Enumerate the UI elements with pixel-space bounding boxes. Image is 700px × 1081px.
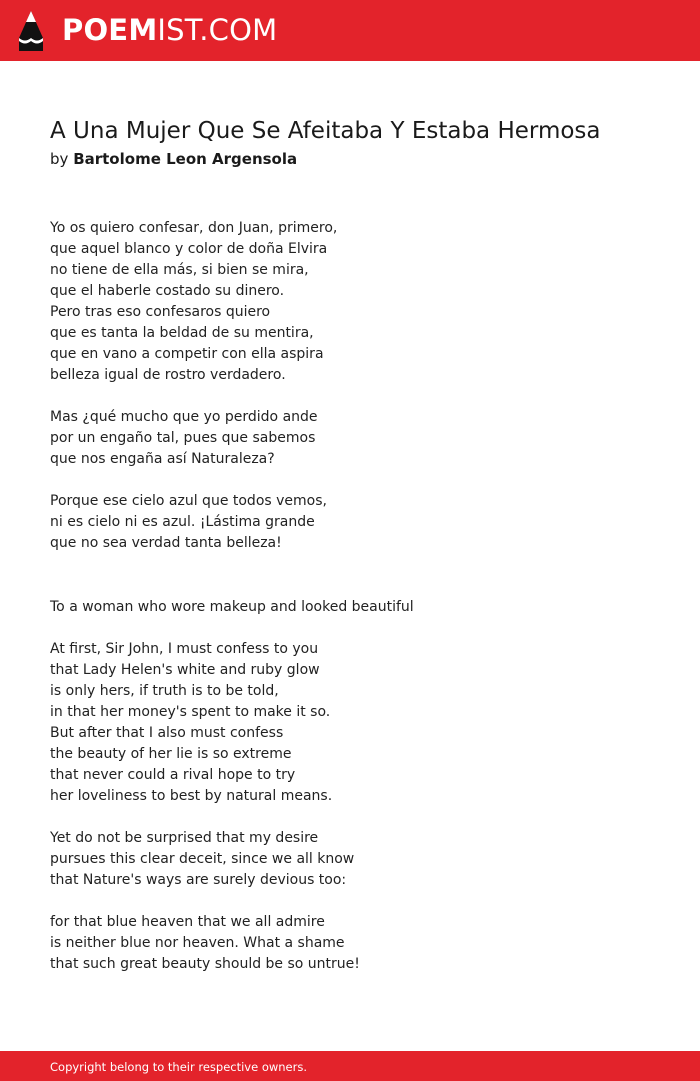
poem-line: que es tanta la beldad de su mentira, — [50, 325, 314, 341]
by-label: by — [50, 150, 69, 168]
stanza — [50, 639, 360, 807]
poem-author: Bartolome Leon Argensola — [73, 150, 298, 168]
poem-title: A Una Mujer Que Se Afeitaba Y Estaba Hermosa — [50, 118, 601, 144]
poem-line: belleza igual de rostro verdadero. — [50, 367, 286, 383]
logo-text-light: IST.COM — [157, 13, 278, 47]
stanza — [50, 491, 337, 554]
poem-line: is neither blue nor heaven. What a shame — [50, 935, 345, 951]
poem-line: Pero tras eso confesaros quiero — [50, 304, 271, 320]
poem-line: that such great beauty should be so untrue! — [50, 956, 360, 972]
poem-line: no tiene de ella más, si bien se mira, — [50, 262, 309, 278]
poem-line: Yo os quiero confesar, don Juan, primero, — [50, 220, 338, 236]
poem-original — [50, 218, 337, 575]
poem-line: her loveliness to best by natural means. — [50, 788, 333, 804]
site-logo[interactable] — [62, 13, 277, 47]
poem-line: pursues this clear deceit, since we all know — [50, 851, 355, 867]
poem-line: que el haberle costado su dinero. — [50, 283, 285, 299]
site-header — [0, 0, 700, 61]
copyright-text: Copyright belong to their respective owners. — [50, 1060, 308, 1074]
logo-text-strong: POEM — [62, 13, 158, 47]
poem-line: that Nature's ways are surely devious too: — [50, 872, 347, 888]
stanza — [50, 407, 337, 470]
stanza — [50, 912, 360, 975]
poem-translation — [50, 639, 360, 996]
poem-line: Porque ese cielo azul que todos vemos, — [50, 493, 327, 509]
poem-line: the beauty of her lie is so extreme — [50, 746, 292, 762]
stanza — [50, 218, 337, 386]
poem-byline — [50, 149, 297, 169]
poem-line: in that her money's spent to make it so. — [50, 704, 331, 720]
poem-line: que nos engaña así Naturaleza? — [50, 451, 275, 467]
translation-title: To a woman who wore makeup and looked beautiful — [50, 599, 414, 615]
poem-line: que en vano a competir con ella aspira — [50, 346, 324, 362]
poem-line: is only hers, if truth is to be told, — [50, 683, 279, 699]
poem-line: At first, Sir John, I must confess to you — [50, 641, 319, 657]
poem-line: But after that I also must confess — [50, 725, 284, 741]
stanza — [50, 828, 360, 891]
poem-line: ni es cielo ni es azul. ¡Lástima grande — [50, 514, 315, 530]
poem-line: que no sea verdad tanta belleza! — [50, 535, 282, 551]
poem-line: that never could a rival hope to try — [50, 767, 296, 783]
pencil-tip-icon[interactable] — [18, 10, 44, 52]
site-footer — [0, 1051, 700, 1081]
poem-line: Mas ¿qué mucho que yo perdido ande — [50, 409, 318, 425]
poem-line: que aquel blanco y color de doña Elvira — [50, 241, 328, 257]
poem-line: that Lady Helen's white and ruby glow — [50, 662, 320, 678]
poem-line: por un engaño tal, pues que sabemos — [50, 430, 316, 446]
poem-line: Yet do not be surprised that my desire — [50, 830, 319, 846]
poem-line: for that blue heaven that we all admire — [50, 914, 325, 930]
